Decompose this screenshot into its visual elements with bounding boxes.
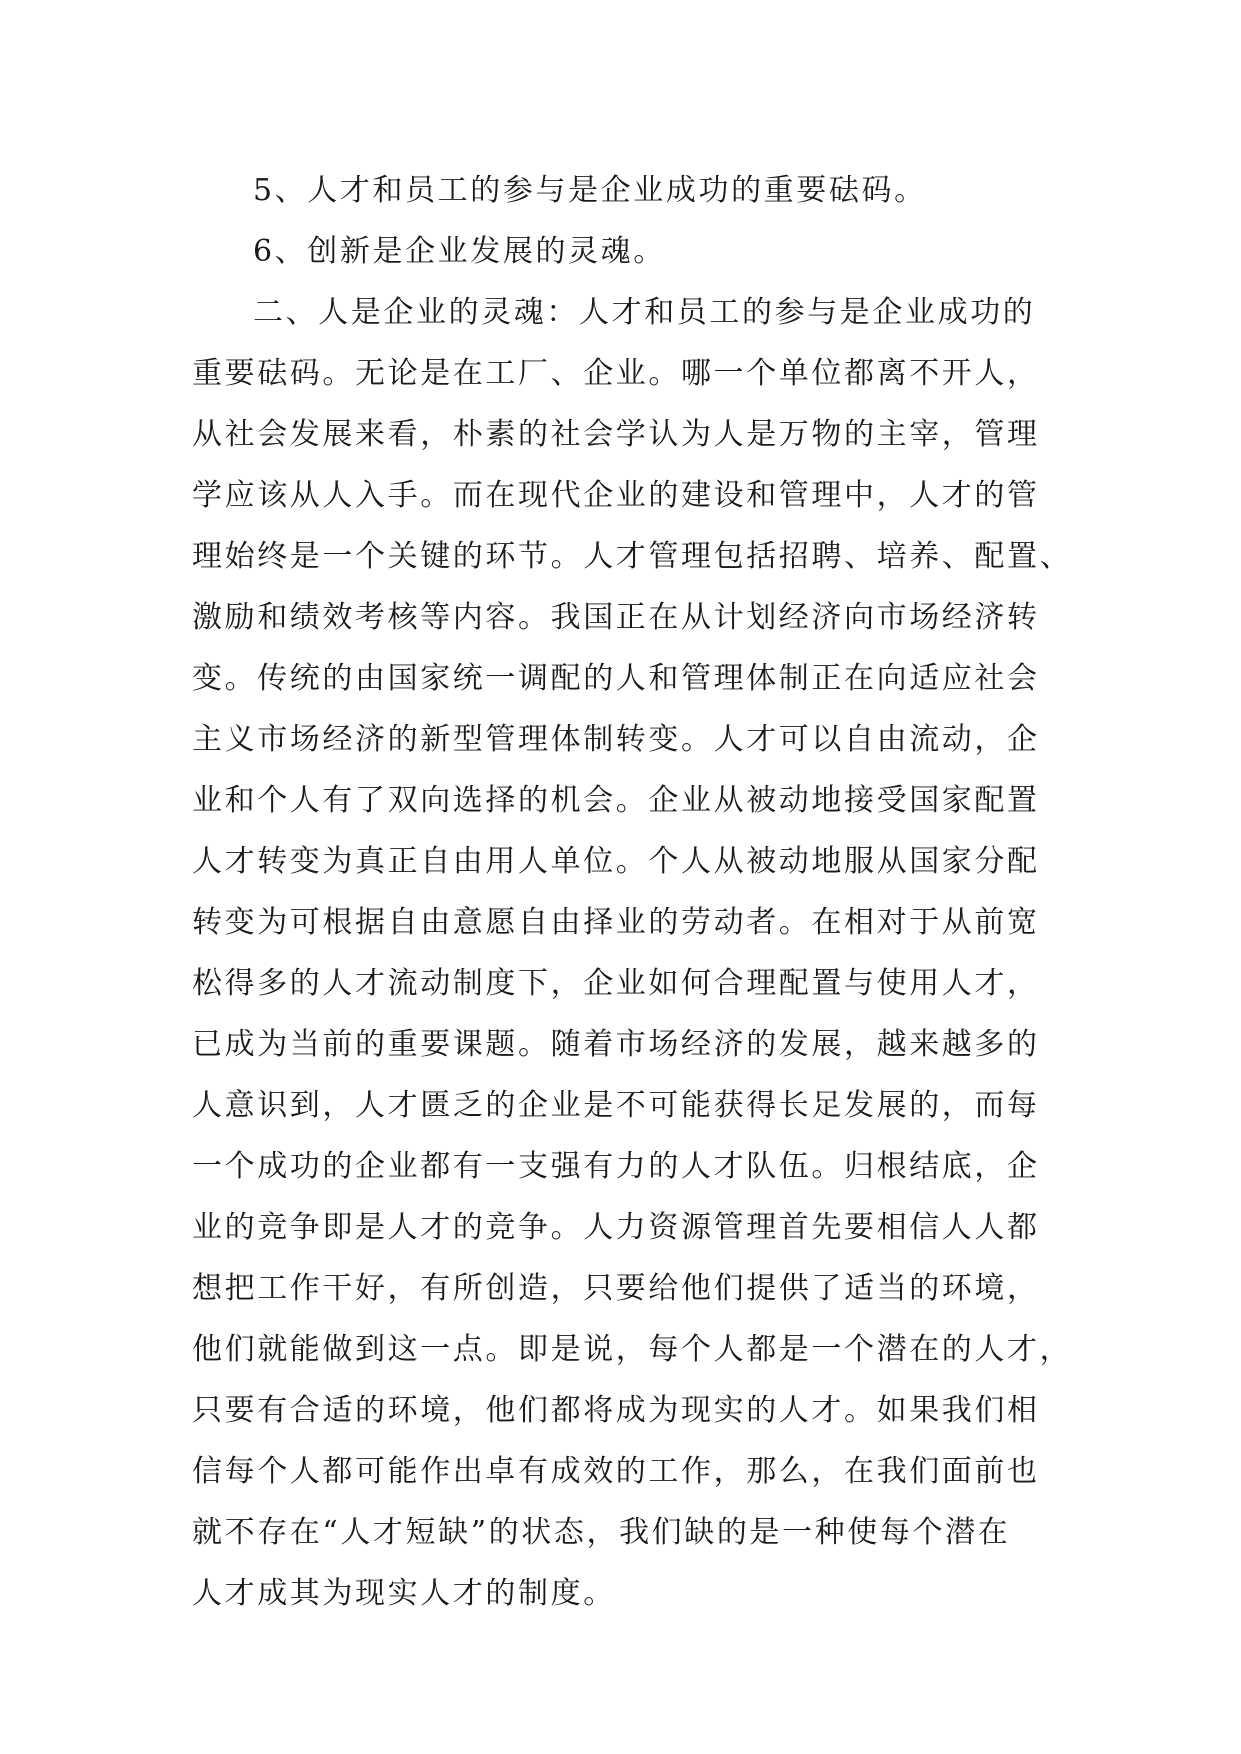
list-item-5: 5、人才和员工的参与是企业成功的重要砝码。 <box>253 173 927 208</box>
paragraph-line: 学应该从人入手。而在现代企业的建设和管理中，人才的管 <box>192 478 1040 513</box>
paragraph-line: 业的竞争即是人才的竞争。人力资源管理首先要相信人人都 <box>192 1210 1040 1245</box>
paragraph-line: 已成为当前的重要课题。随着市场经济的发展，越来越多的 <box>192 1027 1040 1062</box>
paragraph-line: 变。传统的由国家统一调配的人和管理体制正在向适应社会 <box>192 661 1040 696</box>
body-text <box>192 160 1073 1624</box>
paragraph-line: 信每个人都可能作出卓有成效的工作，那么，在我们面前也 <box>192 1454 1040 1489</box>
paragraph-line: 从社会发展来看，朴素的社会学认为人是万物的主宰，管理 <box>192 417 1040 452</box>
paragraph-line: 激励和绩效考核等内容。我国正在从计划经济向市场经济转 <box>192 600 1040 635</box>
paragraph-line: 他们就能做到这一点。即是说，每个人都是一个潜在的人才， <box>192 1332 1073 1367</box>
paragraph-line: 人才转变为真正自由用人单位。个人从被动地服从国家分配 <box>192 844 1040 879</box>
paragraph-line: 就不存在“人才短缺”的状态，我们缺的是一种使每个潜在 <box>192 1515 1011 1550</box>
paragraph-line: 主义市场经济的新型管理体制转变。人才可以自由流动，企 <box>192 722 1040 757</box>
paragraph-line: 想把工作干好，有所创造，只要给他们提供了适当的环境， <box>192 1271 1040 1306</box>
paragraph-line: 人意识到，人才匮乏的企业是不可能获得长足发展的，而每 <box>192 1088 1040 1123</box>
paragraph-line: 只要有合适的环境，他们都将成为现实的人才。如果我们相 <box>192 1393 1040 1428</box>
paragraph-line: 转变为可根据自由意愿自由择业的劳动者。在相对于从前宽 <box>192 905 1040 940</box>
list-item-6: 6、创新是企业发展的灵魂。 <box>253 234 666 269</box>
section-heading-line: 二、人是企业的灵魂：人才和员工的参与是企业成功的 <box>253 295 1036 330</box>
paragraph-line: 理始终是一个关键的环节。人才管理包括招聘、培养、配置、 <box>192 539 1073 574</box>
paragraph-line: 人才成其为现实人才的制度。 <box>192 1576 616 1611</box>
paragraph-line: 松得多的人才流动制度下，企业如何合理配置与使用人才， <box>192 966 1040 1001</box>
paragraph-line: 业和个人有了双向选择的机会。企业从被动地接受国家配置 <box>192 783 1040 818</box>
paragraph-line: 一个成功的企业都有一支强有力的人才队伍。归根结底，企 <box>192 1149 1040 1184</box>
paragraph-line: 重要砝码。无论是在工厂、企业。哪一个单位都离不开人， <box>192 356 1040 391</box>
